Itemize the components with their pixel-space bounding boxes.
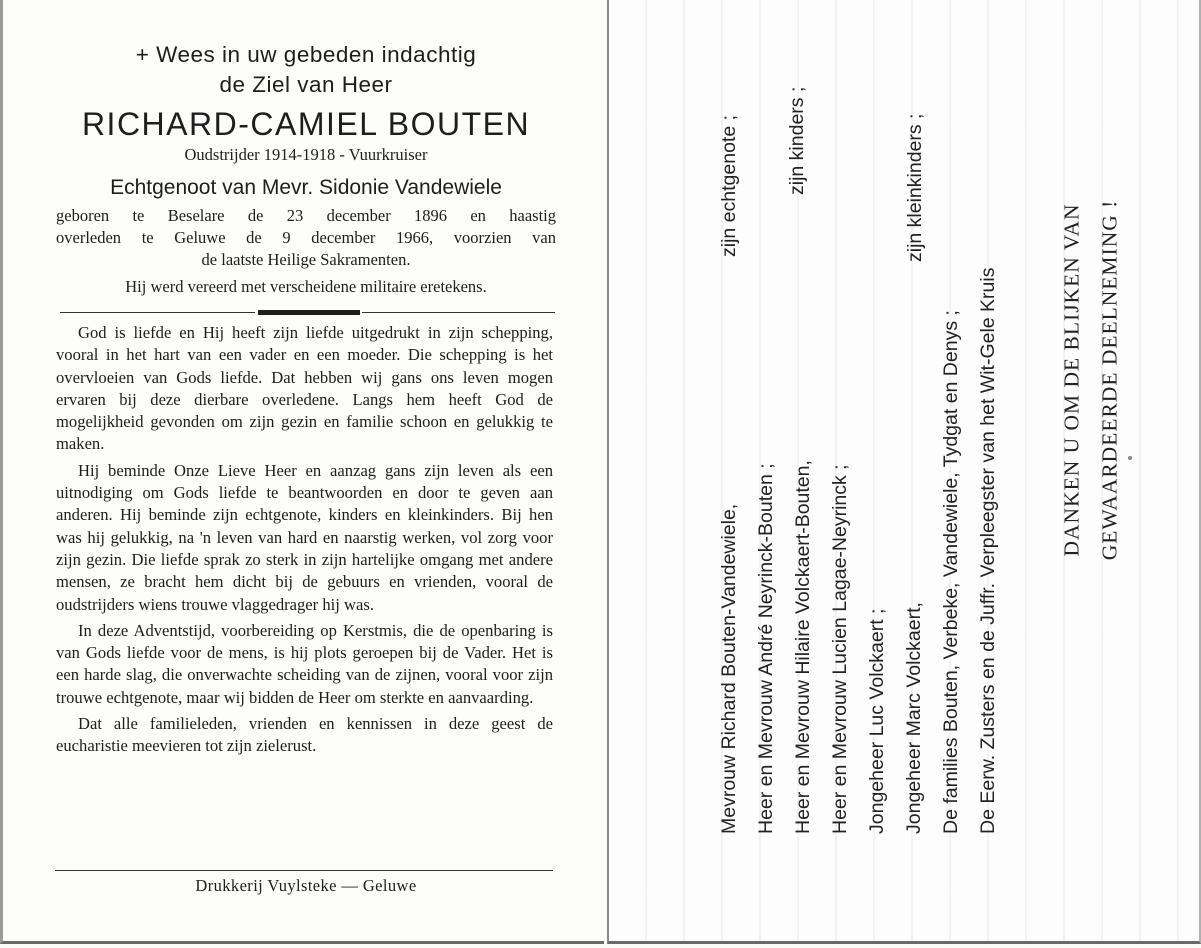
relation-label-grandchildren: zijn kleinkinders ; (904, 113, 926, 262)
divider-line-left (60, 312, 255, 313)
bio-line: de laatste Heilige Sakramenten. (201, 250, 411, 269)
eulogy-text (56, 322, 553, 762)
family-line: De Eerw. Zusters en de Juffr. Verpleegster van het Wit-Gele Kruis (977, 267, 999, 834)
ornamental-divider (60, 310, 555, 316)
eulogy-paragraph: Dat alle familieleden, vrienden en kennissen in deze geest de eucharistie meevieren tot zijn zielerust. (56, 714, 553, 756)
family-line: Heer en Mevrouw André Neyrinck-Bouten ; (755, 463, 777, 834)
veteran-subtitle: Oudstrijder 1914-1918 - Vuurkruiser (184, 145, 428, 164)
thanks-line: DANKEN U OM DE BLIJKEN VAN (1059, 203, 1084, 557)
spouse-line: Echtgenoot van Mevr. Sidonie Vandewiele (110, 176, 502, 199)
divider-line-right (362, 312, 555, 313)
family-line: De families Bouten, Verbeke, Vandewiele, Tydgat en Denys ; (940, 310, 962, 834)
printer-credit: Drukkerij Vuylsteke — Geluwe (195, 876, 417, 895)
deceased-name: RICHARD-CAMIEL BOUTEN (81, 106, 531, 142)
relation-label-children: zijn kinders ; (786, 86, 808, 195)
bio-block (56, 205, 556, 271)
eulogy-paragraph: God is liefde en Hij heeft zijn liefde uitgedrukt in zijn schepping, vooral in het hart van een vader en een moeder. Die schepping is het overvloeien van Gods liefde. Dat hebben wij gans ons leven mogen ervaren bij deze dierbare overledene. Langs hem heeft God de mogelijkheid gevonden om zijn gezin en familie schoon en gelukkig te maken. (56, 323, 553, 454)
prayer-header: + Wees in uw gebeden indachtig (135, 42, 477, 67)
bio-line: overleden te Geluwe de 9 december 1966, voorzien van (56, 228, 556, 247)
divider-bar (258, 310, 360, 315)
eulogy-paragraph: In deze Adventstijd, voorbereiding op Kerstmis, die de openbaring is van Gods liefde voor de mens, is hij plots geroepen bij de Vader. Het is een harde slag, die onverwachte scheiding van de zijnen, vooral voor zijn trouwe echtgenote, maar wij bidden de Heer om sterkte en aanvaarding. (56, 620, 553, 707)
family-line: Mevrouw Richard Bouten-Vandewiele, (718, 503, 740, 834)
family-line: Heer en Mevrouw Hilaire Volckaert-Bouten, (792, 460, 814, 834)
family-line: Jongeheer Marc Volckaert, (903, 602, 925, 834)
ink-speck (1128, 456, 1132, 460)
relation-label-spouse: zijn echtgenote ; (718, 114, 740, 257)
bio-line: geboren te Beselare de 23 december 1896 en haastig (56, 206, 556, 225)
prayer-header-2: de Ziel van Heer (219, 72, 393, 97)
family-line: Jongeheer Luc Volckaert ; (866, 608, 888, 834)
thanks-line: GEWAARDEERDE DEELNEMING ! (1097, 199, 1122, 561)
footer-rule (55, 870, 553, 871)
family-line: Heer en Mevrouw Lucien Lagae-Neyrinck ; (829, 464, 851, 834)
eulogy-paragraph: Hij beminde Onze Lieve Heer en aanzag gans zijn leven als een uitnodiging om Gods liefde te beantwoorden en door te geven aan anderen. Hij beminde zijn echtgenote, kinders en kleinkinders. Bij hen was hij gelukkig, na 'n leven van hard en naarstig werken, vol zorg voor zijn gezin. Die liefde sprak zo sterk in zijn hartelijke omgang met andere mensen, ze bracht hem dicht bij de gebuurs en vrienden, vooral de oudstrijders wiens trouwe vlaggedrager hij was. (56, 460, 553, 614)
honors-line: Hij werd vereerd met verscheidene militaire eretekens. (125, 277, 487, 296)
